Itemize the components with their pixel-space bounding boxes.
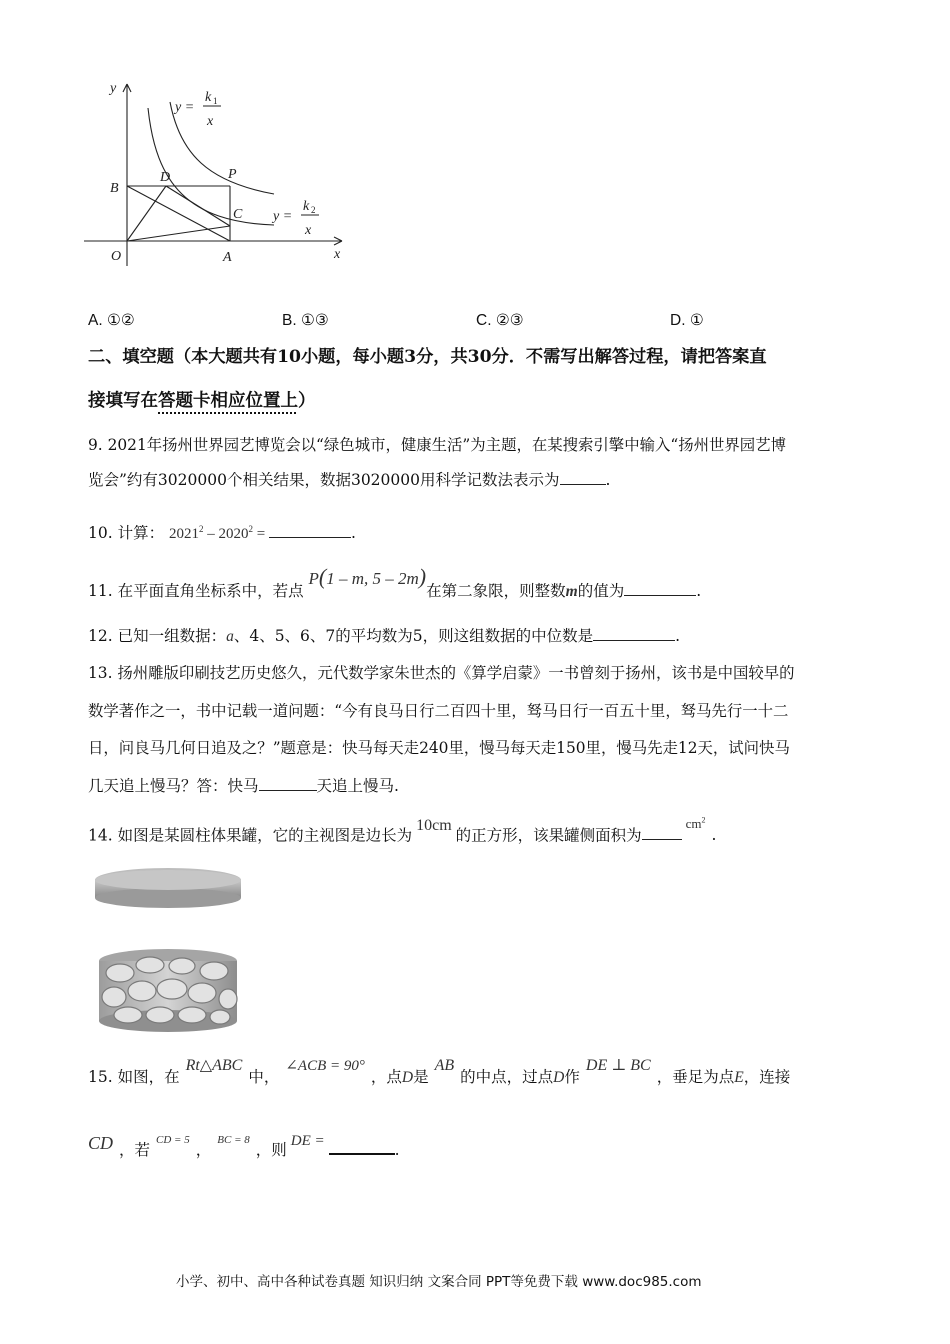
q15-t8: ，若 [119, 1141, 151, 1159]
q13-answer-blank[interactable] [259, 775, 317, 791]
q15-prefix: 15. 如图，在 [88, 1068, 180, 1086]
curve2-den: x [305, 223, 312, 238]
q15-tri: Rt△ABC [185, 1057, 243, 1074]
q13-line4 [88, 775, 399, 797]
curve2-sub: 2 [311, 205, 316, 215]
q15-answer-blank[interactable] [329, 1138, 395, 1155]
curve1-lhs: y = [175, 100, 195, 115]
q12-var: a [226, 628, 234, 645]
q12-text: 、4、5、6、7的平均数为5，则这组数据的中位数是 [233, 627, 594, 645]
q10-expr-a: 2021 [169, 526, 200, 542]
option-d-letter: D. [670, 312, 686, 329]
q14-unit-exp: 2 [701, 816, 706, 825]
q13-line4-pre: 几天追上慢马？答：快马 [88, 777, 259, 795]
q15-end: . [394, 1141, 400, 1159]
curve1-num: k [205, 90, 212, 105]
q10-minus: – [203, 526, 219, 542]
q15-pD: D [401, 1069, 414, 1086]
page-footer: 小学、初中、高中各种试卷真题 知识归纳 文案合同 PPT等免费下载 www.doc985.com [176, 1274, 702, 1290]
option-c-letter: C. [476, 312, 492, 329]
q15-t5: 作 [564, 1068, 580, 1086]
q11: 11. 在平面直角坐标系中，若点 P(1 – m, 5 – 2m)在第二象限，则整数m的值为 . [88, 564, 702, 600]
q10-prefix: 10. 计算： [88, 524, 165, 542]
option-a-letter: A. [88, 312, 103, 329]
q11-coords: 1 – m, 5 – 2m [326, 569, 419, 588]
point-a-label: A [223, 250, 232, 265]
option-d-value: ① [689, 312, 704, 329]
option-b[interactable] [282, 310, 329, 332]
origin-label: O [111, 249, 122, 264]
q14-unit: cm [685, 816, 702, 832]
section2-line2-pre: 接填写在 [88, 391, 158, 411]
q10 [88, 518, 356, 545]
section2-line2-dotted: 答题卡相应位置上 [158, 391, 298, 411]
q15-t9: ， [195, 1141, 212, 1159]
q9-line2 [88, 469, 610, 491]
q10-answer-blank[interactable] [269, 522, 351, 538]
q15-bc-val: BC = 8 [217, 1134, 250, 1146]
q9-answer-blank[interactable] [560, 469, 606, 485]
q11-suffix-post: 的值为 [577, 582, 625, 600]
q12-prefix: 12. 已知一组数据： [88, 627, 227, 645]
coordinate-graph [78, 74, 378, 274]
q10-eq: = [253, 526, 269, 542]
option-b-value: ①③ [300, 312, 329, 329]
q10-end: . [350, 524, 356, 542]
q15-pE: E [734, 1069, 744, 1086]
fruit-jar-image [92, 865, 252, 1035]
section2-line2-post: ） [298, 391, 316, 411]
q15-seg-ab: AB [434, 1057, 455, 1074]
q10-exp-a: 2 [199, 524, 204, 534]
q13-line2: 数学著作之一，书中记载一道问题：“今有良马日行二百四十里，驽马日行一百五十里，驽马先行一十二 [88, 702, 789, 720]
option-c[interactable] [476, 310, 524, 332]
curve2-num: k [303, 199, 310, 214]
option-d[interactable] [670, 310, 704, 332]
q12-answer-blank[interactable] [593, 625, 675, 641]
q11-point: P [308, 569, 319, 588]
q15-t3: 是 [413, 1068, 429, 1086]
q12 [88, 625, 680, 648]
q15-seg-cd: CD [88, 1133, 114, 1153]
point-d-label: D [160, 170, 171, 185]
point-b-label: B [110, 181, 119, 196]
q15-line1 [88, 1057, 791, 1089]
q15-cd-val: CD = 5 [156, 1134, 190, 1146]
q15-t6: ，垂足为点 [656, 1068, 735, 1086]
curve2-lhs: y = [273, 209, 293, 224]
q12-end: . [675, 627, 681, 645]
q10-exp-b: 2 [248, 524, 254, 534]
q15-t1: 中， [248, 1068, 280, 1086]
curve1-den: x [207, 114, 214, 129]
q13-line1: 13. 扬州雕版印刷技艺历史悠久，元代数学家朱世杰的《算学启蒙》一书曾刻于扬州，该书是中国较早的 [88, 664, 795, 682]
q11-var: m [565, 583, 578, 600]
q15-t2: ，点 [370, 1068, 402, 1086]
q11-suffix-pre: 在第二象限，则整数 [426, 582, 566, 600]
point-c-label: C [233, 207, 243, 222]
option-b-letter: B. [282, 312, 297, 329]
q15-line2 [88, 1133, 400, 1163]
q9-line1: 9. 2021年扬州世界园艺博览会以“绿色城市，健康生活”为主题，在某搜索引擎中输入“扬州世界园艺博 [88, 436, 786, 454]
q11-answer-blank[interactable] [624, 580, 696, 596]
q15-t7: ，连接 [743, 1068, 791, 1086]
q15-de: DE = [290, 1133, 325, 1149]
q14-length: 10cm [416, 817, 452, 835]
q14-answer-blank[interactable] [642, 824, 682, 840]
axis-x-label: x [334, 247, 341, 262]
q14-middle: 的正方形，该果罐侧面积为 [455, 826, 642, 845]
q15-t4: 的中点，过点 [460, 1068, 554, 1086]
q14-end: . [711, 826, 717, 845]
q13-line3: 日，问良马几何日追及之？”题意是：快马每天走240里，慢马每天走150里，慢马先走12天，试问快马 [88, 739, 790, 757]
q9-line2-text: 览会”约有3020000个相关结果，数据3020000用科学记数法表示为 [88, 471, 560, 489]
option-c-value: ②③ [495, 312, 524, 329]
axis-y-label: y [110, 81, 117, 96]
q10-expr-b: 2020 [218, 526, 249, 542]
q15-perp: DE ⊥ BC [585, 1057, 651, 1074]
q11-prefix: 11. 在平面直角坐标系中，若点 [88, 582, 304, 600]
q13-line4-post: 天追上慢马. [316, 777, 399, 795]
q11-end: . [696, 582, 702, 600]
option-a-value: ①② [106, 312, 135, 329]
section2-heading-line1: 二、填空题（本大题共有10小题，每小题3分，共30分．不需写出解答过程，请把答案直 [88, 347, 767, 367]
q15-pD2: D [553, 1069, 565, 1086]
curve1-sub: 1 [213, 96, 218, 106]
q9-end: . [605, 471, 611, 489]
q15-angle: ∠ACB = 90° [285, 1058, 365, 1074]
point-p-label: P [228, 167, 237, 182]
q14 [88, 816, 717, 847]
q15-t10: ，则 [255, 1141, 287, 1159]
section2-heading-line2 [88, 389, 316, 413]
option-a[interactable] [88, 310, 135, 332]
q14-prefix: 14. 如图是某圆柱体果罐，它的主视图是边长为 [88, 826, 413, 845]
